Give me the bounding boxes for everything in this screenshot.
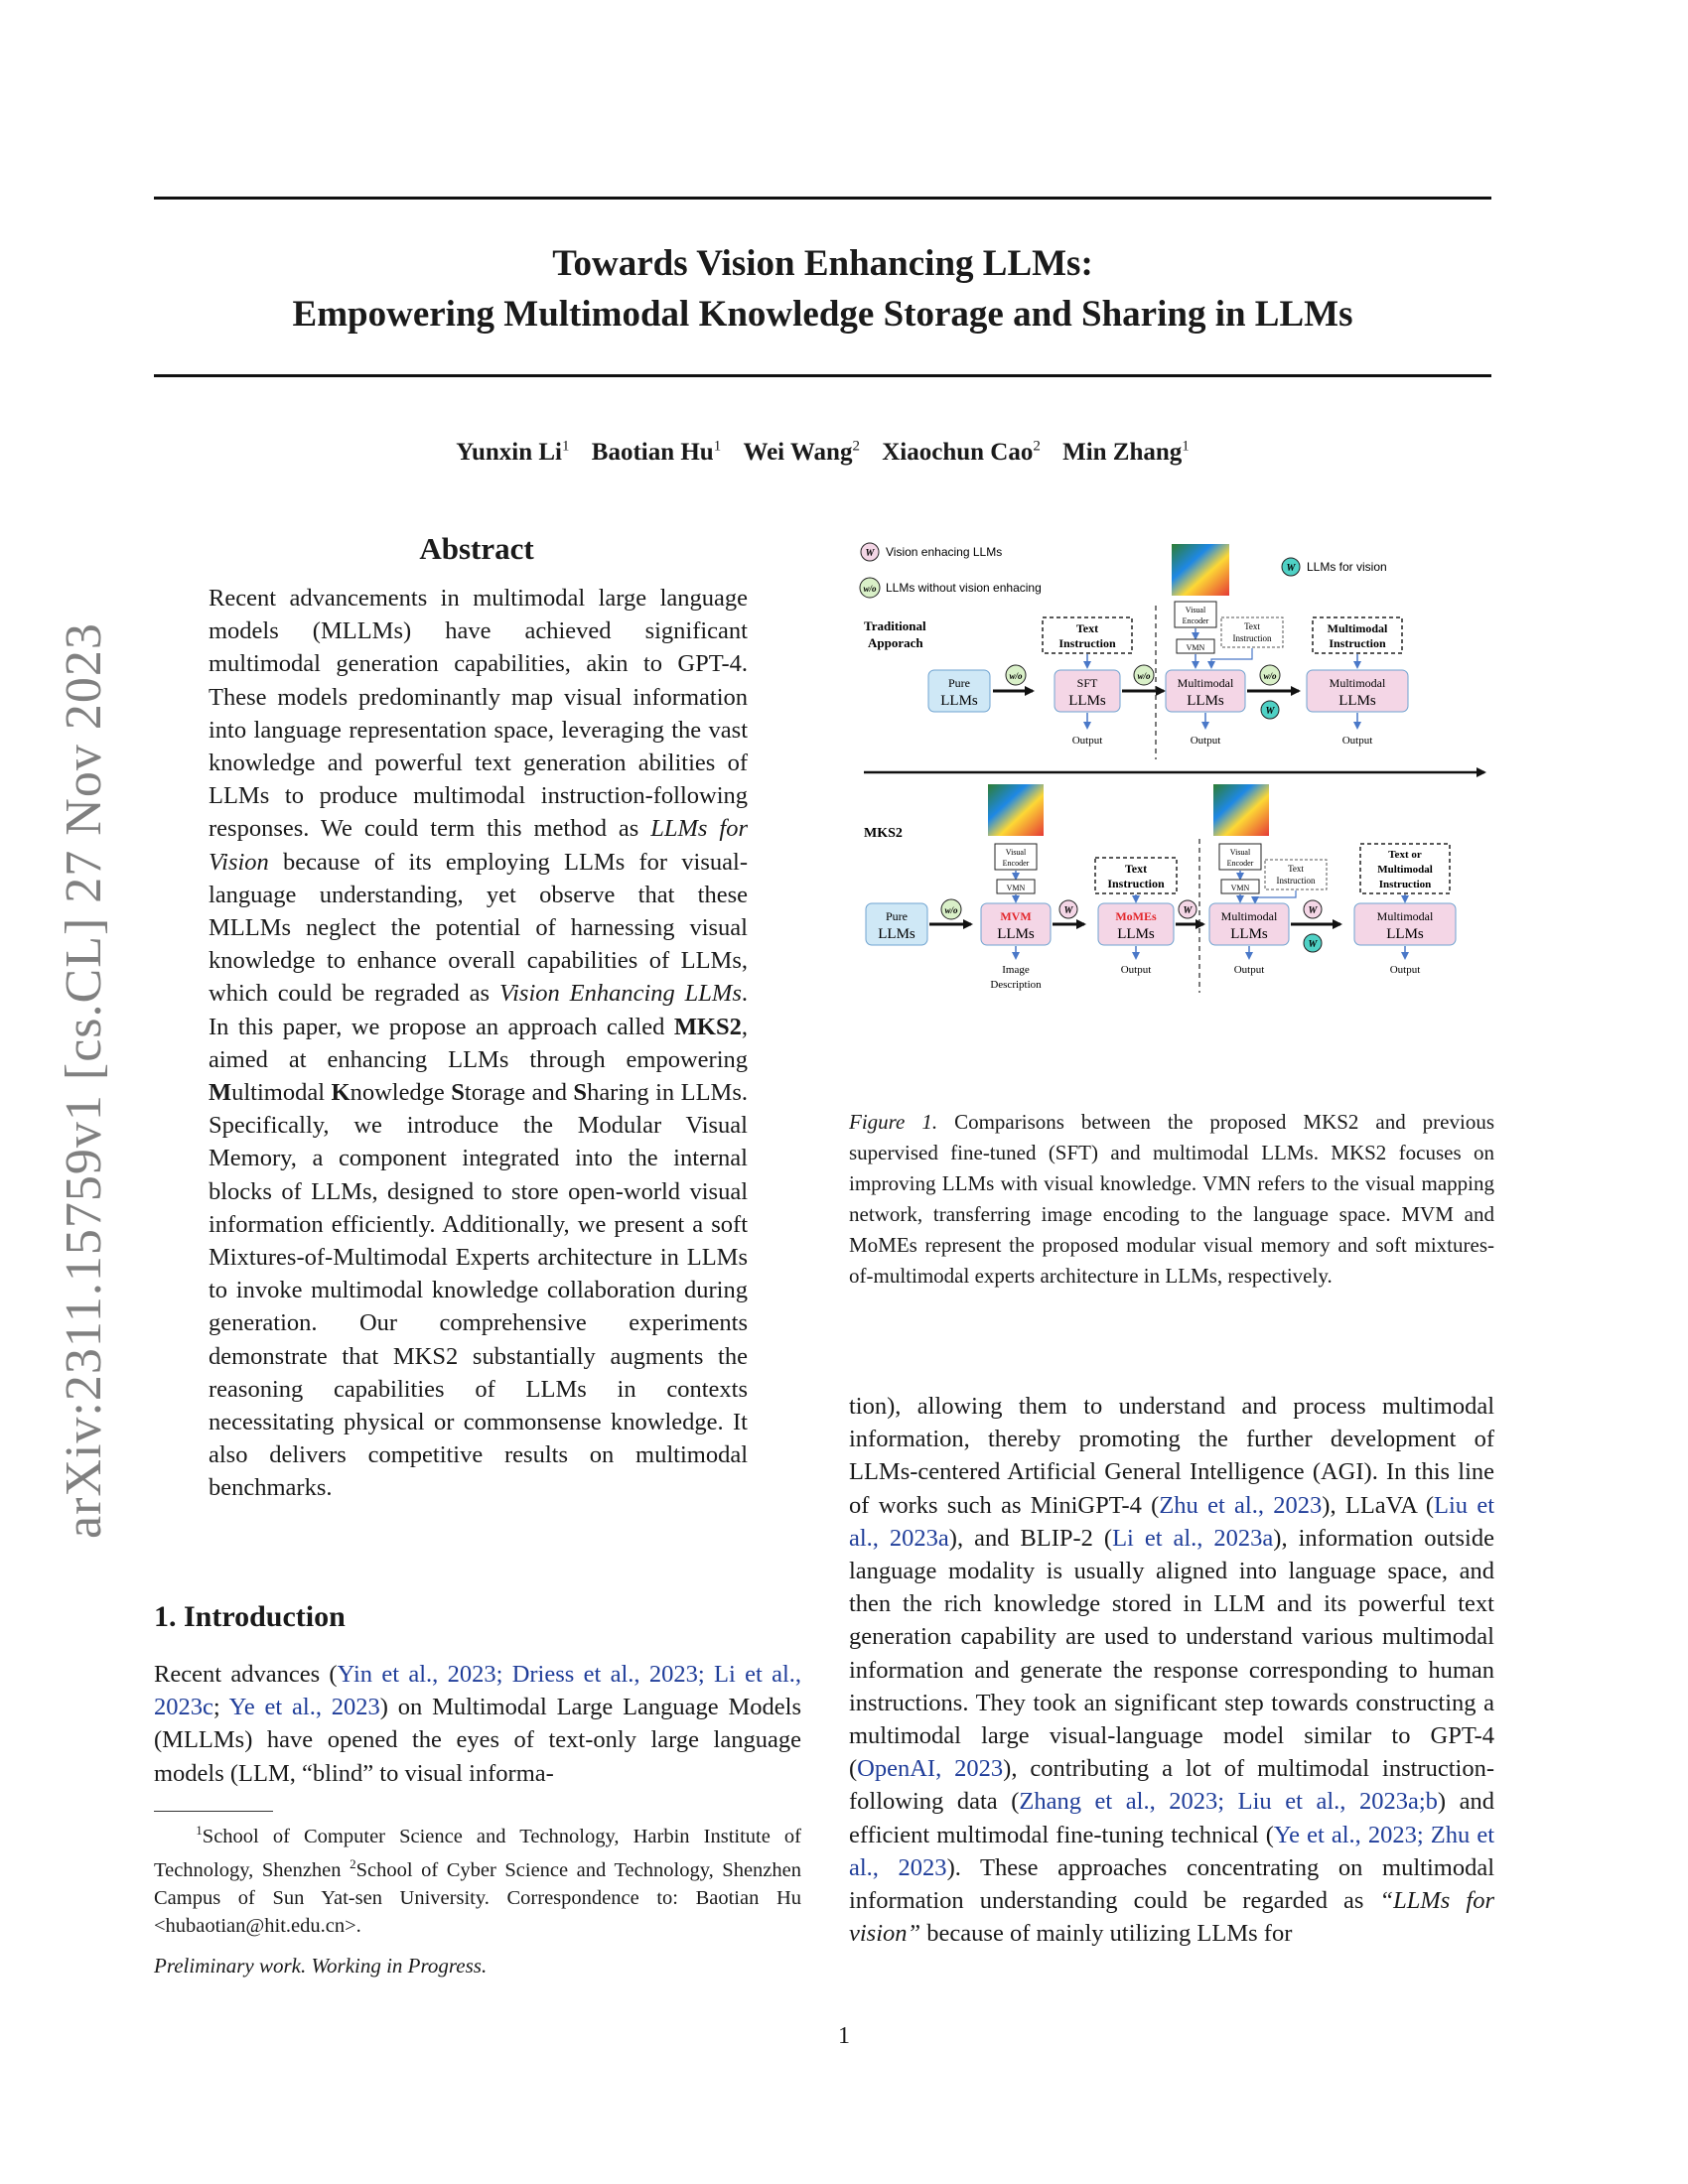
svg-text:SFT: SFT: [1076, 676, 1098, 690]
citation-link[interactable]: Ye et al., 2023; Zhu et al., 2023: [849, 1821, 1494, 1881]
title-top-rule: [154, 197, 1491, 200]
svg-text:Output: Output: [1071, 735, 1103, 747]
svg-text:Visual: Visual: [1229, 848, 1251, 857]
citation-link[interactable]: Liu et al., 2023a: [849, 1491, 1494, 1552]
preliminary-note: Preliminary work. Working in Progress.: [154, 1954, 488, 1978]
svg-text:Text: Text: [1075, 621, 1099, 635]
author: Min Zhang$^1$: [1062, 439, 1190, 467]
traditional-label-1: Traditional: [864, 618, 926, 633]
traditional-label-2: Apporach: [868, 635, 923, 650]
svg-text:LLMs: LLMs: [1386, 926, 1424, 942]
w-blue-symbol: W: [1286, 563, 1296, 574]
abstract-body: Recent advancements in multimodal large language models (MLLMs) have achieved significant multimodal generation capabilities, akin to GPT-4. These models predominantly map visual information into language representation space, leveraging the vast knowledge and powerful text generation abilities of LLMs to produce multimodal instruction-following responses. We could term this method as LLMs for Vision because of its employing LLMs for visual-language understanding, yet observe that these MLLMs neglect the potential of harnessing visual knowledge to enhance overall capabilities of LLMs, which could be regraded as Vision Enhancing LLMs. In this paper, we propose an approach called MKS2, aimed at enhancing LLMs through empowering Multimodal Knowledge Storage and Sharing in LLMs. Specifically, we introduce the Modular Visual Memory, a component integrated into the internal blocks of LLMs, designed to store open-world visual information efficiently. Additionally, we present a soft Mixtures-of-Multimodal Experts architecture in LLMs to invoke multimodal knowledge collaboration during generation. Our comprehensive experiments demonstrate that MKS2 substantially augments the reasoning capabilities of LLMs in contexts necessitating physical or commonsense knowledge. It also delivers competitive results on multimodal benchmarks.: [209, 585, 749, 1502]
citation-link[interactable]: Zhu et al., 2023: [1159, 1491, 1323, 1519]
wo-symbol: w/o: [863, 584, 877, 594]
svg-text:Multimodal: Multimodal: [1177, 676, 1234, 690]
svg-text:Pure: Pure: [948, 676, 970, 690]
svg-text:Instruction: Instruction: [1232, 633, 1272, 643]
legend-vision-enhancing: Vision enhacing LLMs: [886, 545, 1003, 559]
svg-text:MVM: MVM: [1000, 909, 1032, 923]
svg-text:Instruction: Instruction: [1329, 636, 1386, 650]
svg-text:LLMs: LLMs: [940, 693, 978, 709]
svg-text:Encoder: Encoder: [1182, 616, 1209, 625]
svg-text:Output: Output: [1190, 735, 1221, 747]
author: Xiaochun Cao$^2$: [882, 439, 1041, 467]
svg-text:Text: Text: [1124, 862, 1148, 876]
title-line-1: Towards Vision Enhancing LLMs:: [552, 243, 1093, 284]
introduction-body-continued: tion), allowing them to understand and process multimodal information, thereby promoting the further development of LLMs-centered Artificial General Intelligence (AGI). In this line of works such as MiniGPT-4 (Zhu et al., 2023), LLaVA (Liu et al., 2023a), and BLIP-2 (Li et al., 2023a), information outside language modality is usually aligned into language space, and then the rich knowledge stored in LLM and its powerful text generation capability are used to understand various multimodal information and generate the response corresponding to human instructions. They took an significant step towards constructing a multimodal large visual-language model similar to GPT-4 (OpenAI, 2023), contributing a lot of multimodal instruction-following data (Zhang et al., 2023; Liu et al., 2023a;b) and efficient multimodal fine-tuning technical (Ye et al., 2023; Zhu et al., 2023). These approaches concentrating on multimodal information understanding could be regarded as “LLMs for vision” because of mainly utilizing LLMs for: [849, 1393, 1494, 1948]
svg-text:Pure: Pure: [886, 909, 908, 923]
svg-text:Image: Image: [1002, 964, 1030, 976]
parrot-image: [988, 784, 1044, 836]
section-heading-introduction: 1. Introduction: [154, 1600, 346, 1633]
svg-text:Text or: Text or: [1388, 849, 1422, 861]
svg-text:VMN: VMN: [1230, 884, 1250, 892]
svg-text:Visual: Visual: [1185, 606, 1206, 614]
svg-text:W: W: [1063, 905, 1073, 916]
svg-text:Output: Output: [1341, 735, 1373, 747]
svg-text:MoMEs: MoMEs: [1115, 909, 1157, 923]
svg-text:LLMs: LLMs: [1117, 926, 1155, 942]
footnote-divider: [154, 1811, 273, 1812]
citation-link[interactable]: OpenAI, 2023: [857, 1755, 1004, 1783]
mks2-label: MKS2: [864, 826, 903, 841]
author: Wei Wang$^2$: [743, 439, 860, 467]
author: Baotian Hu$^1$: [591, 439, 722, 467]
svg-text:Instruction: Instruction: [1058, 636, 1116, 650]
svg-text:Instruction: Instruction: [1276, 876, 1316, 886]
svg-text:Multimodal: Multimodal: [1377, 864, 1433, 876]
svg-text:LLMs: LLMs: [878, 926, 915, 942]
svg-text:Multimodal: Multimodal: [1329, 676, 1386, 690]
author-list: [154, 439, 1491, 467]
svg-text:Multimodal: Multimodal: [1376, 909, 1434, 923]
svg-text:VMN: VMN: [1186, 643, 1205, 652]
abstract-heading: Abstract: [419, 531, 534, 566]
svg-text:LLMs: LLMs: [1068, 693, 1106, 709]
figure-1-caption: Figure 1. Comparisons between the proposed MKS2 and previous supervised fine-tuned (SFT) and multimodal LLMs. MKS2 focuses on improving LLMs with visual knowledge. VMN refers to the visual mapping network, transferring image encoding to the language space. MVM and MoMEs represent the proposed modular visual memory and soft mixtures-of-multimodal experts architecture in LLMs, respectively.: [849, 1110, 1494, 1288]
paper-title: [154, 238, 1491, 340]
w-symbol: W: [865, 548, 875, 559]
author: Yunxin Li$^1$: [456, 439, 570, 467]
legend: [860, 543, 1387, 598]
svg-text:W: W: [1308, 939, 1318, 950]
legend-llms-for-vision: LLMs for vision: [1307, 560, 1387, 574]
svg-text:VMN: VMN: [1006, 884, 1026, 892]
svg-text:Text: Text: [1288, 864, 1304, 874]
svg-text:Encoder: Encoder: [1226, 859, 1254, 868]
parrot-image: [1172, 544, 1229, 596]
page-number: 1: [838, 2023, 850, 2049]
svg-text:W: W: [1308, 905, 1318, 916]
svg-text:W: W: [1265, 706, 1275, 717]
svg-text:LLMs: LLMs: [1338, 693, 1376, 709]
svg-text:Encoder: Encoder: [1002, 859, 1030, 868]
legend-without-vision: LLMs without vision enhacing: [886, 581, 1042, 595]
title-bottom-rule: [154, 374, 1491, 377]
svg-text:LLMs: LLMs: [997, 926, 1035, 942]
svg-text:w/o: w/o: [1137, 671, 1151, 681]
svg-text:W: W: [1183, 905, 1193, 916]
citation-link[interactable]: Ye et al., 2023: [228, 1694, 380, 1721]
svg-text:w/o: w/o: [1263, 671, 1277, 681]
svg-text:w/o: w/o: [944, 905, 958, 915]
svg-text:Output: Output: [1389, 964, 1421, 976]
citation-link[interactable]: Yin et al., 2023; Driess et al., 2023; Li et al., 2023c: [154, 1661, 801, 1721]
affiliation-footnote: $^1$School of Computer Science and Technology, Harbin Institute of Technology, Shenzhen $^2$School of Cyber Science and Technology, Shenzhen Campus of Sun Yat-sen University. Correspondence to: Baotian Hu <hubaotian@hit.edu.cn>.: [154, 1823, 802, 1937]
figure-1-diagram: [854, 536, 1494, 1037]
parrot-image: [1213, 784, 1269, 836]
svg-text:w/o: w/o: [1009, 671, 1023, 681]
svg-text:Instruction: Instruction: [1378, 879, 1432, 890]
svg-text:Description: Description: [990, 979, 1042, 991]
svg-text:Multimodal: Multimodal: [1327, 621, 1388, 635]
svg-text:Visual: Visual: [1005, 848, 1027, 857]
svg-text:Text: Text: [1244, 621, 1260, 631]
svg-text:Output: Output: [1120, 964, 1152, 976]
citation-link[interactable]: Zhang et al., 2023; Liu et al., 2023a;b: [1019, 1788, 1438, 1816]
introduction-body: Recent advances (Yin et al., 2023; Driess et al., 2023; Li et al., 2023c; Ye et al., 2023) on Multimodal Large Language Models (MLLMs) have opened the eyes of text-only large language models (LLM, “blind” to visual informa-: [154, 1661, 801, 1787]
svg-text:Instruction: Instruction: [1107, 877, 1165, 890]
citation-link[interactable]: Li et al., 2023a: [1112, 1524, 1274, 1552]
svg-text:Multimodal: Multimodal: [1220, 909, 1278, 923]
svg-text:LLMs: LLMs: [1187, 693, 1224, 709]
svg-text:LLMs: LLMs: [1230, 926, 1268, 942]
title-line-2: Empowering Multimodal Knowledge Storage and Sharing in LLMs: [292, 294, 1353, 335]
arxiv-identifier: arXiv:2311.15759v1 [cs.CL] 27 Nov 2023: [56, 622, 112, 1539]
svg-text:Output: Output: [1233, 964, 1265, 976]
